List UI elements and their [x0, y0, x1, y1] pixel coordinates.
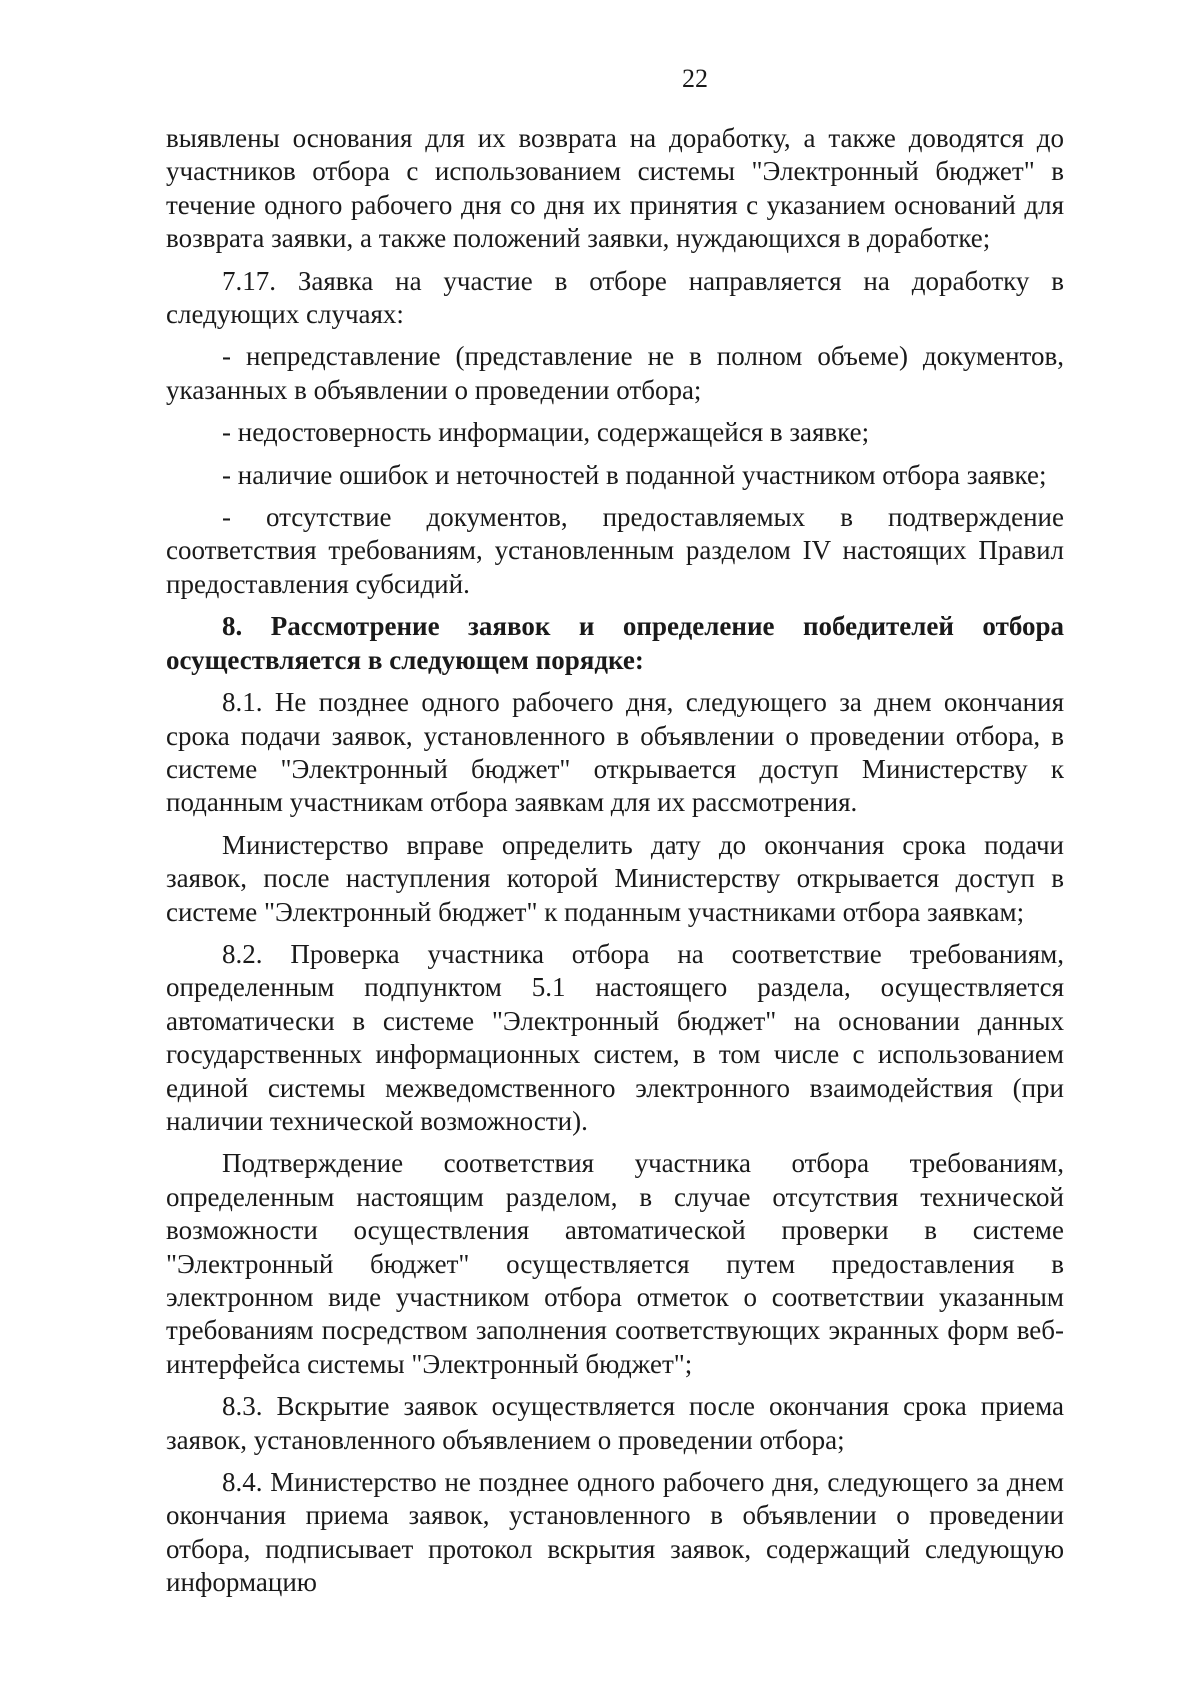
list-item-non-submission: - непредставление (представление не в полном объеме) документов, указанных в объявлении о проведении отбора;: [166, 341, 1064, 405]
document-body: [166, 122, 1064, 1609]
list-item-errors: - наличие ошибок и неточностей в поданной участником отбора заявке;: [222, 459, 1047, 490]
paragraph-continuation: выявлены основания для их возврата на доработку, а также доводятся до участников отбора с использованием системы "Электронный бюджет" в течение одного рабочего дня со дня их принятия с указанием оснований для возврата заявки, а также положений заявки, нуждающихся в доработке;: [166, 123, 1064, 254]
paragraph-8-3: 8.3. Вскрытие заявок осуществляется после окончания срока приема заявок, установленного объявлением о проведении отбора;: [166, 1391, 1064, 1455]
paragraph-ministry-date: Министерство вправе определить дату до окончания срока подачи заявок, после наступления которой Министерству открывается доступ в системе "Электронный бюджет" к поданным участниками отбора заявкам;: [166, 829, 1064, 927]
paragraph-8-2: 8.2. Проверка участника отбора на соответствие требованиям, определенным подпунктом 5.1 настоящего раздела, осуществляется автоматически в системе "Электронный бюджет" на основании данных государственных информационных систем, в том числе с использованием единой системы межведомственного электронного взаимодействия (при наличии технической возможности).: [166, 938, 1064, 1136]
paragraph-confirmation: Подтверждение соответствия участника отбора требованиям, определенным настоящим разделом, в случае отсутствия технической возможности осуществления автоматической проверки в системе "Электронный бюджет" осуществляется путем предоставления в электронном виде участником отбора отметок о соответствии указанным требованиям посредством заполнения соответствующих экранных форм веб-интерфейса системы "Электронный бюджет";: [166, 1148, 1064, 1379]
page-number: 22: [682, 64, 708, 93]
paragraph-8-1: 8.1. Не позднее одного рабочего дня, следующего за днем окончания срока подачи заявок, установленного в объявлении о проведении отбора, в системе "Электронный бюджет" открывается доступ Министерству к поданным участникам отбора заявкам для их рассмотрения.: [166, 687, 1064, 818]
paragraph-7-17: 7.17. Заявка на участие в отборе направляется на доработку в следующих случаях:: [166, 265, 1064, 330]
list-item-missing-documents: - отсутствие документов, предоставляемых в подтверждение соответствия требованиям, установленным разделом IV настоящих Правил предоставления субсидий.: [166, 502, 1064, 599]
list-item-inaccuracy: - недостоверность информации, содержащейся в заявке;: [222, 417, 870, 448]
paragraph-8-4: 8.4. Министерство не позднее одного рабочего дня, следующего за днем окончания приема заявок, установленного в объявлении о проведении отбора, подписывает протокол вскрытия заявок, содержащий следующую информацию: [166, 1467, 1064, 1598]
section-8-heading: 8. Рассмотрение заявок и определение победителей отбора осуществляется в следующем порядке:: [166, 611, 1064, 675]
